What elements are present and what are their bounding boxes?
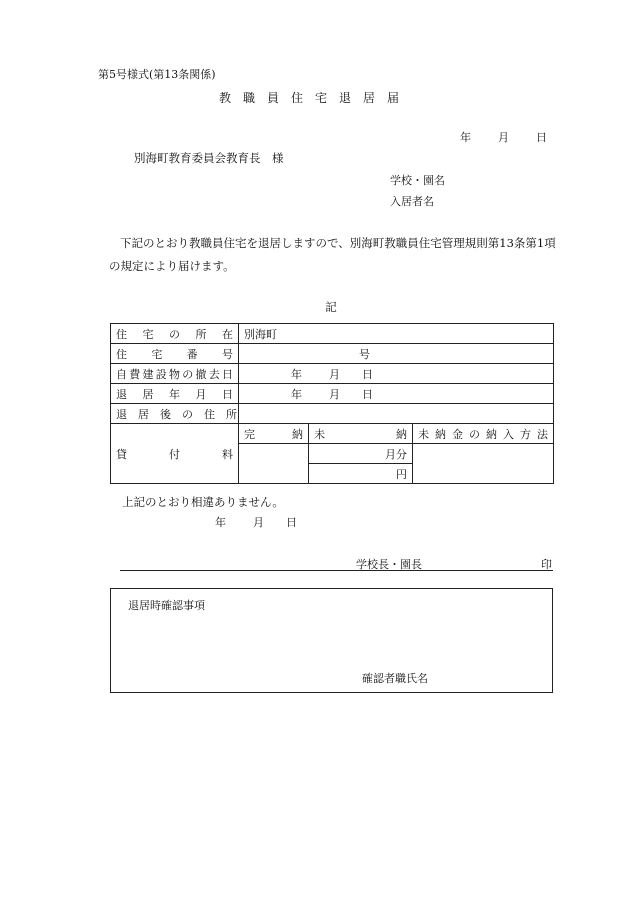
months-unit: 月分 — [385, 447, 407, 461]
removal-date-label: 自費建設物の撤去日 — [111, 364, 239, 384]
table-row — [111, 344, 554, 364]
table-row — [111, 424, 554, 444]
date-year: 年 — [460, 131, 471, 144]
confirmer-label: 確認者職氏名 — [362, 672, 428, 685]
confirm-day: 日 — [286, 516, 297, 529]
unpaid-yen-field[interactable] — [309, 464, 413, 484]
school-label: 学校・園名 — [390, 174, 445, 187]
table-row — [111, 384, 554, 404]
page-title: 教職員住宅退居届 — [218, 91, 411, 105]
body-text-line-1: 下記のとおり教職員住宅を退居しますので、別海町教職員住宅管理規則第13条第1項 — [120, 236, 556, 250]
payment-method-field[interactable] — [413, 444, 554, 484]
yen-unit: 円 — [396, 467, 407, 481]
moveout-year: 年 — [291, 387, 302, 401]
number-label: 住 宅 番 号 — [111, 344, 239, 364]
address-value: 別海町 — [244, 327, 277, 341]
body-text-line-2: の規定により届けます。 — [109, 259, 235, 273]
table-row — [111, 324, 554, 344]
moveout-month: 月 — [329, 387, 340, 401]
confirmation-date — [215, 514, 297, 530]
moveout-day: 日 — [362, 387, 373, 401]
rent-label: 貸 付 料 — [111, 424, 239, 484]
ki-heading: 記 — [325, 300, 337, 314]
confirmation-box-title: 退居時確認事項 — [128, 599, 205, 612]
removal-day: 日 — [362, 367, 373, 381]
details-table — [110, 323, 554, 484]
payment-method-label: 未納金の納入方法 — [413, 424, 554, 444]
addressee: 別海町教育委員会教育長 様 — [134, 151, 284, 165]
address-field[interactable] — [239, 324, 554, 344]
removal-month: 月 — [329, 367, 340, 381]
confirm-year: 年 — [215, 516, 226, 529]
table-row — [111, 364, 554, 384]
after-address-label: 退 居 後 の 住 所 — [111, 404, 239, 424]
seal-label: 印 — [541, 558, 552, 571]
number-field[interactable] — [239, 344, 554, 364]
form-number: 第5号様式(第13条関係) — [98, 68, 216, 81]
table-row — [111, 404, 554, 424]
moveout-date-label: 退 居 年 月 日 — [111, 384, 239, 404]
submission-date — [460, 129, 547, 145]
unpaid-months-field[interactable] — [309, 444, 413, 464]
after-address-field[interactable] — [239, 404, 554, 424]
principal-label: 学校長・園長 — [356, 558, 422, 571]
resident-label: 入居者名 — [390, 195, 434, 208]
paid-label: 完 納 — [239, 424, 309, 444]
confirm-month: 月 — [253, 516, 264, 529]
address-label: 住 宅 の 所 在 — [111, 324, 239, 344]
removal-year: 年 — [291, 367, 302, 381]
removal-date-field[interactable] — [239, 364, 554, 384]
number-suffix: 号 — [359, 347, 370, 361]
signature-line[interactable] — [120, 570, 553, 571]
unpaid-label: 未 納 — [309, 424, 413, 444]
date-day: 日 — [536, 131, 547, 144]
moveout-date-field[interactable] — [239, 384, 554, 404]
date-month: 月 — [498, 131, 509, 144]
paid-field[interactable] — [239, 444, 309, 484]
confirmation-note: 上記のとおり相違ありません。 — [122, 495, 284, 509]
